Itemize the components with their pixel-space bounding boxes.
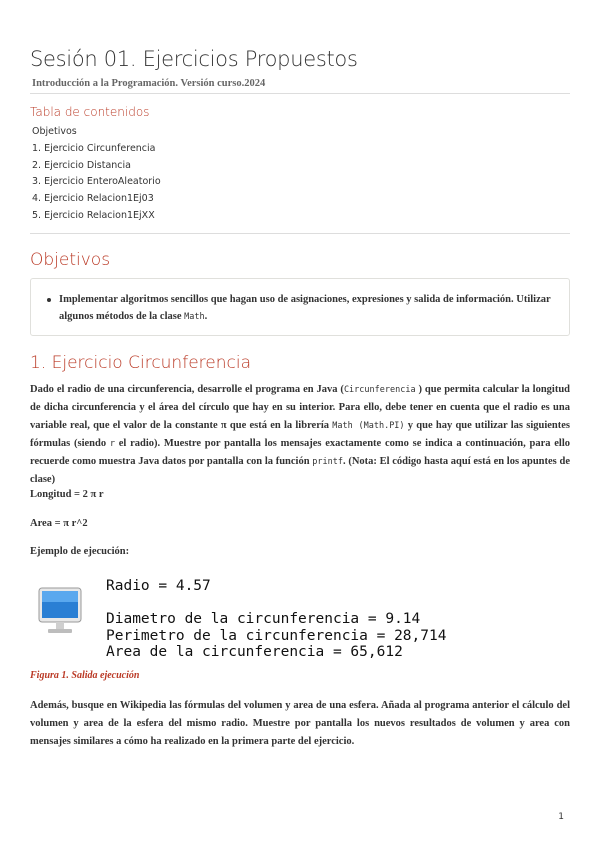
inline-code: r: [109, 439, 115, 449]
formula-longitud: Longitud = 2 π r: [30, 489, 104, 500]
ejercicio1-paragraph-2: Además, busque en Wikipedia las fórmulas del volumen y area de una esfera. Añada al programa anterior el cálculo del volumen y area de la esfera del mismo radio. Muestre por pantalla los nuevos resultados de volumen y area con mensajes similares a cómo ha realizado en la primera parte del ejercicio.: [30, 700, 570, 747]
figure-caption: Figura 1. Salida ejecución: [30, 670, 140, 681]
toc-title: Tabla de contenidos: [30, 105, 150, 119]
monitor-icon: [36, 586, 84, 638]
ejercicio1-paragraph: Dado el radio de una circunferencia, desarrolle el programa en Java (Circunferencia ) que permita calcular la longitud de dicha circunferencia y el área del círculo que hay en su interior. Para ello, debe tener en cuenta que el radio es una variable real, que el valor de la constante π que está en la librería Math (Math.PI) y que hay que utilizar las siguientes fórmulas (siendo r el radio). Muestre por pantalla los mensajes exactamente como se indica a continuación, para ello recuerde como muestra Java datos por pantalla con la función printf. (Nota: El código hasta aquí está en los apuntes de clase): [30, 384, 571, 485]
objetivos-heading: Objetivos: [30, 250, 111, 270]
toc-item-ejercicio-3[interactable]: 3. Ejercicio EnteroAleatorio: [32, 176, 161, 188]
inline-code: printf: [312, 457, 343, 467]
toc-list: [32, 124, 161, 225]
toc-item-ejercicio-2[interactable]: 2. Ejercicio Distancia: [32, 159, 131, 171]
console-output: Radio = 4.57 Diametro de la circunferencia = 9.14 Perimetro de la circunferencia = 28,714 Area de la circunferencia = 65,612: [106, 578, 447, 660]
toc-item-objetivos[interactable]: Objetivos: [32, 126, 77, 137]
bullet-icon: [47, 298, 51, 302]
formula-area: Area = π r^2: [30, 518, 88, 529]
inline-code: Circunferencia: [343, 385, 416, 395]
inline-code: Math (Math.PI): [332, 421, 405, 431]
inline-code: Math: [184, 312, 205, 322]
toc-item-ejercicio-1[interactable]: 1. Ejercicio Circunferencia: [32, 142, 156, 154]
toc-item-ejercicio-4[interactable]: 4. Ejercicio Relacion1Ej03: [32, 193, 154, 205]
toc-divider: [30, 233, 570, 234]
ejercicio1-heading: 1. Ejercicio Circunferencia: [30, 353, 251, 373]
objetivos-box: [30, 278, 570, 336]
execution-figure: [36, 578, 447, 662]
page-number: 1: [558, 812, 564, 822]
header-divider: [30, 93, 570, 94]
ejemplo-label: Ejemplo de ejecución:: [30, 546, 130, 557]
toc-item-ejercicio-5[interactable]: 5. Ejercicio Relacion1EjXX: [32, 209, 155, 221]
objetivos-item: Implementar algoritmos sencillos que hagan uso de asignaciones, expresiones y salida de información. Utilizar algunos métodos de la clase Math.: [47, 291, 557, 326]
document-subtitle: Introducción a la Programación. Versión curso.2024: [32, 78, 266, 89]
document-title: Sesión 01. Ejercicios Propuestos: [30, 47, 358, 71]
